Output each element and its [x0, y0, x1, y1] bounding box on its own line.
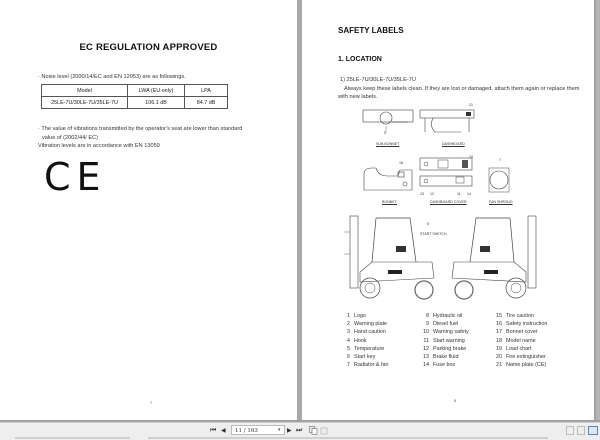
fan-shroud-label: FAN SHROUD [489, 200, 513, 204]
last-page-button[interactable]: ⏭ [296, 427, 303, 434]
list-item: 5 Temperature [347, 345, 385, 352]
intro-text: Always keep these labels clean. If they are lost or damaged, attach them again or replace them with new labels. [338, 86, 580, 100]
list-item: 7 Radiator & fan [347, 362, 389, 369]
start-switch-label: START SWITCH [420, 232, 447, 236]
sub-bonnet-diagram [362, 108, 414, 136]
table-header-row [42, 85, 228, 97]
callout-11: 11 [457, 192, 461, 196]
list-item: 18 Model name [496, 337, 536, 344]
page-number-right: 8 [454, 398, 457, 403]
callout-16: 16 [399, 161, 403, 165]
list-item: 12 Parking brake [423, 345, 467, 352]
model-line: 1) 25LE-7U/30LE-7U/35LE-7U [340, 77, 416, 83]
noise-table [41, 84, 228, 109]
page-right [302, 0, 594, 420]
noise-note: · Noise level (2000/14/EC and EN 12053) are as followings. [38, 74, 186, 80]
forklift-right-view-diagram [450, 212, 550, 304]
list-item: 9 Diesel fuel [426, 321, 459, 328]
list-item: 21 Name plate (CE) [496, 362, 547, 369]
dashboard-label: DASHBOARD [442, 142, 465, 146]
callout-21: 21 [469, 103, 473, 107]
fan-shroud-diagram [487, 162, 511, 196]
dashboard-cover-diagram [418, 156, 476, 194]
vibration-text [38, 125, 278, 151]
legend-column-2 [419, 312, 469, 369]
copy-page-icon[interactable] [309, 426, 318, 435]
cell-lwa: 106.1 dB [128, 97, 185, 109]
vibration-line-1: · The value of vibrations transmitted by the operator's seat are lower than standard [38, 126, 243, 132]
header-lwa: LWA (EU only) [128, 85, 185, 97]
dashboard-cover-label: DASHBOARD COVER [430, 200, 467, 204]
header-lpa: LPA [185, 85, 228, 97]
list-item: 20 Fire extinguisher [496, 354, 546, 361]
ce-mark-icon: CE [44, 155, 107, 199]
callout-7: 7 [499, 158, 501, 162]
page-number-left: 7 [150, 400, 153, 405]
single-page-view-button[interactable] [566, 426, 574, 435]
sub-bonnet-label: SUB BONNET [376, 142, 400, 146]
list-item: 17 Bonnet cover [496, 329, 538, 336]
continuous-view-button[interactable] [577, 426, 585, 435]
callout-5: 5 [384, 131, 386, 135]
two-page-view-button[interactable] [588, 426, 598, 435]
page-dropdown-icon[interactable]: ▾ [278, 427, 281, 433]
list-item: 15 Tire caution [496, 313, 534, 319]
callout-13: 13 [420, 192, 424, 196]
page-left [0, 0, 297, 420]
vibration-line-3: Vibration levels are in accordance with EN 13059 [38, 143, 160, 149]
callout-12: 12 [430, 192, 434, 196]
list-item: 11 Start warning [423, 337, 465, 344]
list-item: 4 Hook [347, 337, 367, 344]
list-item: 6 Start key [347, 354, 376, 361]
list-item: 8 Hydraulic oil [426, 313, 463, 319]
legend-column-3 [492, 312, 547, 369]
list-item: 3 Hand caution [347, 329, 386, 336]
callout-6: 6 [427, 222, 429, 226]
list-item: 1 Logo [347, 313, 366, 319]
bonnet-label: BONNET [382, 200, 397, 204]
rotate-page-icon[interactable] [320, 426, 329, 435]
cell-model: 25LE-7U/30LE-7U/35LE-7U [42, 97, 128, 109]
dashboard-diagram [419, 104, 477, 138]
list-item: 16 Safety instruction [496, 321, 548, 328]
cell-lpa: 84.7 dB [185, 97, 228, 109]
table-row [42, 97, 228, 109]
callout-19: 19 [469, 155, 473, 159]
callout-14: 14 [467, 192, 471, 196]
location-section-title: 1. LOCATION [338, 56, 382, 63]
first-page-button[interactable]: ⏮ [210, 427, 217, 434]
list-item: 14 Fuse box [423, 362, 456, 369]
list-item: 19 Load chart [496, 345, 532, 352]
legend-column-1 [340, 312, 388, 369]
forklift-left-view-diagram [336, 212, 436, 304]
list-item: 2 Warning plate [347, 321, 388, 328]
vertical-scrollbar[interactable] [596, 0, 600, 420]
safety-labels-title: SAFETY LABELS [338, 26, 404, 35]
ec-regulation-title: EC REGULATION APPROVED [79, 42, 218, 53]
bonnet-diagram [362, 160, 414, 194]
previous-page-button[interactable]: ◀ [221, 428, 226, 434]
vibration-line-2: value of (2002/44/ EC) [42, 134, 98, 141]
list-item: 13 Brake fluid [423, 354, 459, 361]
next-page-button[interactable]: ▶ [287, 428, 292, 434]
page-number-input[interactable]: 11 / 163 [231, 425, 285, 435]
header-model: Model [42, 85, 128, 97]
list-item: 10 Warning safety [423, 329, 469, 336]
